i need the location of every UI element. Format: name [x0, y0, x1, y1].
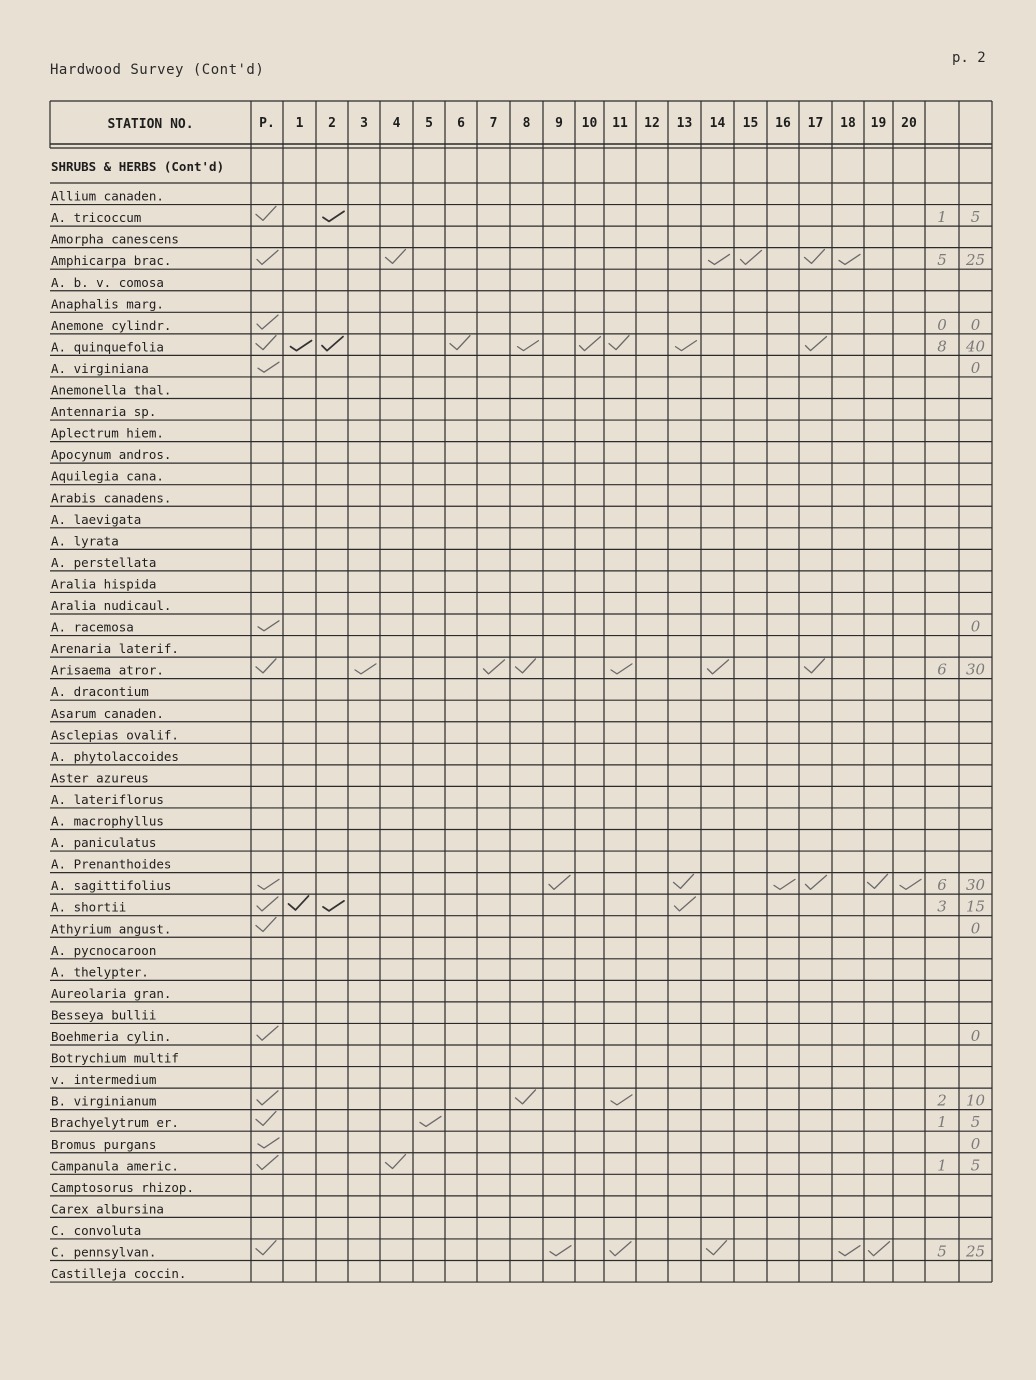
check-mark	[323, 211, 344, 221]
column-header: 16	[775, 116, 791, 131]
column-header: 18	[840, 116, 856, 131]
species-name: C. pennsylvan.	[51, 1244, 157, 1260]
tally-score: 25	[965, 1242, 986, 1261]
section-label: SHRUBS & HERBS (Cont'd)	[51, 159, 225, 174]
column-header: 8	[522, 116, 531, 131]
column-header: 10	[581, 116, 598, 131]
check-mark	[611, 1095, 632, 1105]
species-name: Botrychium multif	[51, 1050, 179, 1066]
table-row	[51, 555, 156, 570]
column-header: 6	[457, 116, 465, 131]
check-mark	[450, 336, 470, 350]
species-name: A. thelypter.	[51, 964, 149, 980]
table-row	[51, 189, 164, 204]
check-mark	[839, 254, 860, 264]
check-mark	[610, 1242, 631, 1256]
species-name: A. lateriflorus	[51, 791, 164, 807]
table-row	[51, 1007, 156, 1022]
species-name: Camptosorus rhizop.	[51, 1179, 194, 1195]
species-name: Arabis canadens.	[51, 490, 172, 506]
table-row	[51, 404, 156, 419]
check-mark	[549, 875, 570, 889]
check-mark	[257, 897, 278, 911]
column-header: 7	[489, 116, 498, 131]
tally-score: 40	[965, 337, 986, 356]
species-name: Amorpha canescens	[51, 231, 179, 247]
column-header: 19	[870, 116, 887, 131]
table-row	[51, 917, 981, 937]
tally-score: 5	[970, 1113, 981, 1132]
species-name: Castilleja coccin.	[51, 1266, 187, 1282]
table-row	[51, 1135, 981, 1153]
table-row	[51, 835, 156, 850]
species-name: A. paniculatus	[51, 835, 157, 851]
check-mark	[256, 336, 276, 350]
tally-count: 6	[937, 876, 947, 895]
column-header: 17	[807, 116, 824, 131]
species-name: A. dracontium	[51, 684, 149, 700]
check-mark	[291, 341, 312, 351]
table-row	[51, 1180, 194, 1195]
check-mark	[257, 1091, 278, 1105]
table-row	[51, 1051, 179, 1066]
tally-count: 0	[937, 315, 947, 334]
tally-count: 5	[937, 1242, 947, 1261]
table-row	[51, 1090, 985, 1110]
table-row	[51, 315, 981, 334]
column-header: 4	[392, 116, 401, 131]
check-mark	[516, 1090, 536, 1104]
species-name: Anemone cylindr.	[51, 317, 172, 333]
check-mark	[256, 917, 276, 931]
tally-score: 25	[965, 251, 986, 270]
species-name: Asarum canaden.	[51, 705, 164, 721]
species-name: Aplectrum hiem.	[51, 425, 164, 441]
table-row	[51, 1223, 141, 1238]
column-header: P.	[259, 116, 275, 131]
table-row	[51, 964, 149, 979]
table-row	[51, 359, 981, 377]
tally-score: 0	[970, 1134, 981, 1153]
check-mark	[257, 1156, 278, 1170]
tally-score: 10	[965, 1091, 986, 1110]
check-mark	[709, 254, 730, 264]
species-name: Aquilegia cana.	[51, 468, 164, 484]
species-name: Allium canaden.	[51, 188, 164, 204]
table-row	[51, 874, 985, 894]
table-row	[51, 383, 171, 398]
species-name: A. lyrata	[51, 533, 119, 549]
table-row	[51, 206, 980, 226]
species-name: Carex albursina	[51, 1201, 164, 1217]
species-name: A. quinquefolia	[51, 339, 164, 355]
check-mark	[609, 336, 629, 350]
tally-score: 30	[965, 876, 986, 895]
document-title: Hardwood Survey (Cont'd)	[50, 62, 265, 78]
check-mark	[484, 660, 505, 674]
column-header: 9	[555, 116, 563, 131]
tally-count: 5	[937, 251, 947, 270]
species-name: A. pycnocaroon	[51, 942, 157, 958]
species-name: Apocynum andros.	[51, 447, 172, 463]
column-header: 15	[742, 116, 759, 131]
table-row	[51, 1155, 980, 1175]
species-name: Bromus purgans	[51, 1136, 157, 1152]
table-row	[51, 618, 981, 636]
table-row	[51, 1072, 156, 1087]
species-name: A. virginiana	[51, 360, 149, 376]
species-name: A. Prenanthoides	[51, 856, 172, 872]
species-name: Arenaria laterif.	[51, 641, 179, 657]
check-mark	[256, 1241, 276, 1255]
table-row	[51, 576, 156, 591]
check-mark	[322, 337, 343, 351]
tally-score: 0	[970, 617, 981, 636]
check-mark	[258, 362, 279, 372]
column-header: 14	[709, 116, 726, 131]
check-mark	[518, 341, 539, 351]
check-mark	[580, 337, 601, 351]
tally-score: 5	[970, 208, 981, 227]
tally-score: 0	[970, 1027, 981, 1045]
check-mark	[258, 621, 279, 631]
species-name: Athyrium angust.	[51, 921, 172, 937]
check-mark	[550, 1246, 571, 1256]
species-name: Amphicarpa brac.	[51, 253, 172, 269]
check-mark	[675, 897, 696, 911]
column-header: 1	[295, 116, 304, 131]
column-header: 2	[328, 116, 336, 131]
table-row	[51, 512, 141, 527]
check-mark	[806, 337, 827, 351]
species-name: A. macrophyllus	[51, 813, 164, 829]
check-mark	[674, 874, 694, 888]
check-mark	[868, 874, 888, 888]
table-row	[51, 249, 985, 269]
column-header: 5	[425, 116, 433, 131]
species-name: A. racemosa	[51, 619, 134, 635]
check-mark	[355, 664, 376, 674]
column-header: 11	[612, 116, 628, 131]
table-row	[51, 490, 171, 505]
station-header-label: STATION NO.	[107, 117, 194, 132]
table-row	[51, 1241, 985, 1261]
check-mark	[900, 879, 921, 889]
column-header: 3	[360, 116, 368, 131]
table-row	[51, 1111, 980, 1131]
check-mark	[805, 659, 825, 673]
species-name: Boehmeria cylin.	[51, 1029, 172, 1044]
check-mark	[256, 1111, 276, 1125]
tally-score: 0	[970, 358, 981, 377]
check-mark	[258, 1138, 279, 1148]
table-row	[51, 469, 164, 484]
table-row	[51, 792, 164, 807]
column-header: 13	[676, 116, 693, 131]
species-rows	[51, 189, 985, 1282]
check-mark	[256, 206, 276, 220]
check-mark	[257, 250, 278, 264]
page-number: p. 2	[952, 50, 986, 66]
check-mark	[257, 315, 278, 329]
species-name: A. perstellata	[51, 554, 157, 570]
table-row	[51, 684, 149, 699]
species-name: Antennaria sp.	[51, 404, 157, 420]
table-row	[51, 857, 171, 872]
tally-score: 0	[970, 315, 981, 334]
tally-count: 6	[937, 660, 947, 679]
check-mark	[386, 1155, 406, 1169]
species-name: A. phytolaccoides	[51, 748, 179, 764]
species-name: Aralia nudicaul.	[51, 598, 172, 613]
table-row	[51, 986, 171, 1001]
tally-score: 5	[970, 1156, 981, 1175]
species-name: Asclepias ovalif.	[51, 727, 179, 743]
table-row	[51, 814, 164, 829]
species-name: Anaphalis marg.	[51, 296, 164, 312]
check-mark	[741, 250, 762, 264]
species-name: Besseya bullii	[51, 1007, 157, 1023]
table-row	[51, 706, 164, 721]
table-row	[51, 336, 985, 356]
grid-lines	[50, 101, 992, 1282]
species-name: A. sagittifolius	[51, 878, 172, 894]
species-name: A. shortii	[51, 899, 127, 915]
tally-count: 2	[937, 1091, 947, 1110]
check-mark	[257, 1026, 278, 1040]
table-row	[51, 275, 164, 290]
species-name: B. virginianum	[51, 1093, 157, 1109]
table-row	[51, 659, 985, 679]
table-row	[51, 1201, 164, 1216]
check-mark	[869, 1242, 890, 1256]
species-name: v. intermedium	[51, 1072, 157, 1088]
species-name: Anemonella thal.	[51, 382, 172, 398]
table-row	[51, 943, 156, 958]
check-mark	[323, 901, 344, 911]
tally-score: 0	[970, 919, 981, 938]
check-mark	[420, 1116, 441, 1126]
table-row	[51, 749, 179, 764]
tally-count: 8	[937, 337, 947, 356]
tally-count: 1	[937, 1156, 947, 1175]
tally-count: 1	[937, 208, 947, 227]
column-header: 20	[901, 116, 917, 131]
check-mark	[707, 1241, 727, 1255]
check-mark	[386, 249, 406, 263]
tally-score: 30	[965, 660, 986, 679]
table-row	[51, 232, 179, 247]
species-name: A. b. v. comosa	[51, 274, 164, 290]
table-row	[51, 1266, 186, 1281]
table-row	[51, 896, 985, 916]
check-mark	[774, 879, 795, 889]
table-row	[51, 533, 119, 548]
species-name: Campanula americ.	[51, 1158, 179, 1174]
species-name: Aster azureus	[51, 770, 149, 786]
check-mark	[258, 879, 279, 889]
check-mark	[676, 341, 697, 351]
check-mark	[708, 660, 729, 674]
check-mark	[256, 659, 276, 673]
table-row	[51, 426, 164, 441]
tally-count: 3	[937, 897, 947, 916]
table-row	[51, 727, 179, 742]
check-mark	[289, 896, 309, 910]
check-mark	[805, 249, 825, 263]
tally-count: 1	[937, 1113, 947, 1132]
species-name: A. laevigata	[51, 511, 142, 527]
check-mark	[611, 664, 632, 674]
column-header: 12	[644, 116, 660, 131]
table-row	[51, 641, 179, 656]
species-name: C. convoluta	[51, 1222, 142, 1238]
check-mark	[806, 875, 827, 889]
table-row	[51, 1026, 981, 1045]
table-row	[51, 296, 164, 311]
table-row	[51, 598, 171, 613]
table-row	[51, 770, 149, 785]
species-name: Aralia hispida	[51, 576, 157, 592]
species-name: Brachyelytrum er.	[51, 1115, 179, 1131]
species-name: A. tricoccum	[51, 210, 142, 226]
check-mark	[516, 659, 536, 673]
species-name: Arisaema atror.	[51, 662, 164, 678]
table-row	[51, 447, 171, 462]
tally-score: 15	[965, 897, 986, 916]
species-name: Aureolaria gran.	[51, 985, 172, 1001]
check-mark	[839, 1246, 860, 1256]
